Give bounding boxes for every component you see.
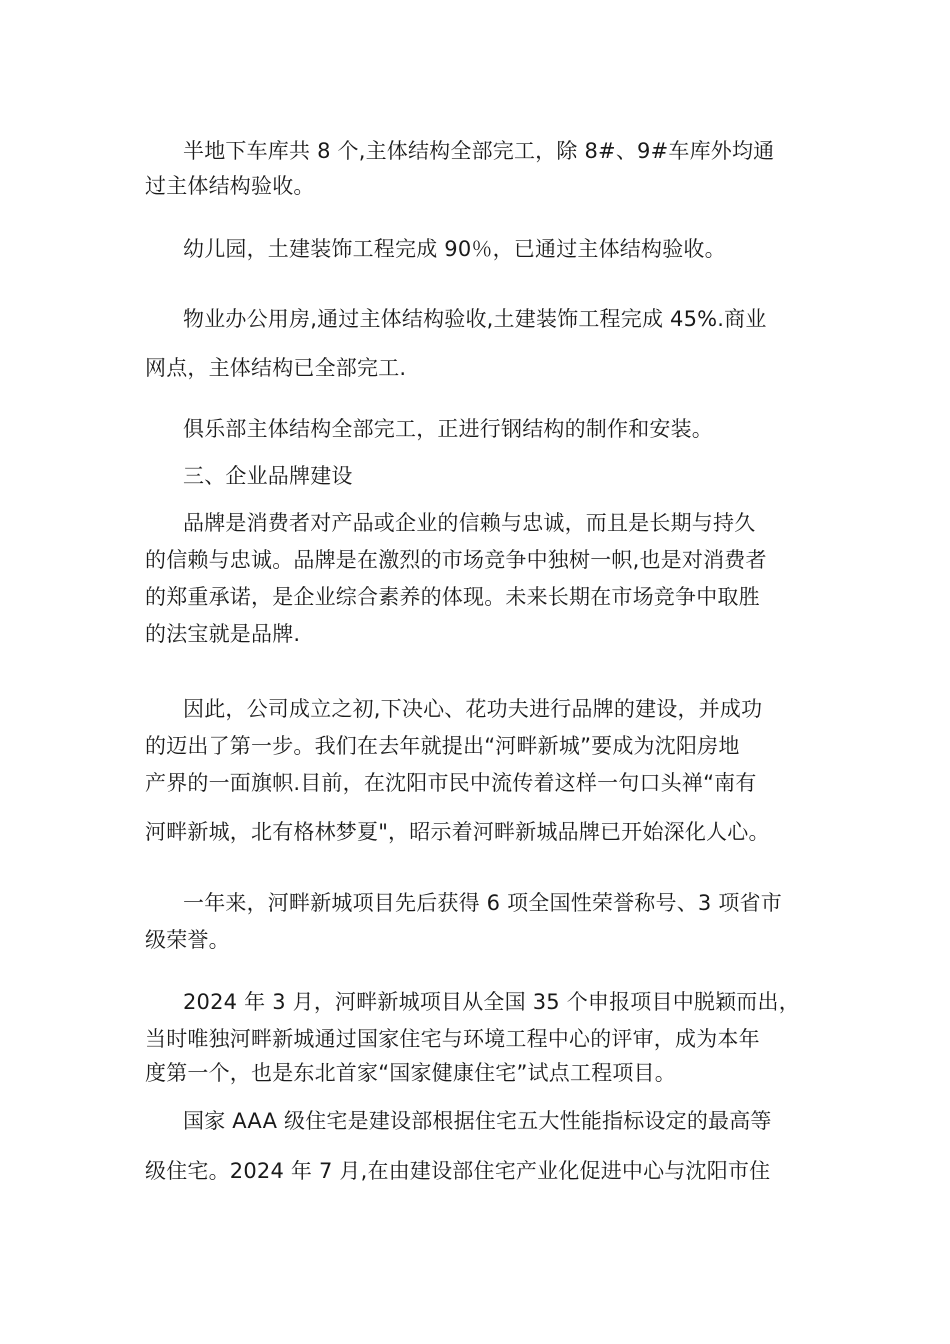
healthy-housing-line-2: 当时唯独河畔新城通过国家住宅与环境工程中心的评审，成为本年 — [145, 1027, 760, 1051]
section-heading: 三、企业品牌建设 — [183, 464, 353, 488]
healthy-housing-line-3: 度第一个，也是东北首家“国家健康住宅”试点工程项目。 — [145, 1061, 676, 1085]
brand-building-line-1: 因此，公司成立之初,下决心、花功夫进行品牌的建设，并成功 — [183, 697, 763, 721]
property-office-line-2: 网点，主体结构已全部完工. — [145, 356, 407, 380]
club-line-1: 俱乐部主体结构全部完工，正进行钢结构的制作和安装。 — [183, 417, 713, 441]
brand-definition-line-2: 的信赖与忠诚。品牌是在激烈的市场竞争中独树一帜,也是对消费者 — [145, 548, 767, 572]
aaa-housing-line-1: 国家 AAA 级住宅是建设部根据住宅五大性能指标设定的最高等 — [183, 1109, 772, 1133]
brand-building-line-4: 河畔新城，北有格林梦夏"，昭示着河畔新城品牌已开始深化人心。 — [145, 820, 770, 844]
brand-definition-line-1: 品牌是消费者对产品或企业的信赖与忠诚，而且是长期与持久 — [183, 511, 756, 535]
brand-definition-line-3: 的郑重承诺，是企业综合素养的体现。未来长期在市场竞争中取胜 — [145, 585, 760, 609]
honors-line-1: 一年来，河畔新城项目先后获得 6 项全国性荣誉称号、3 项省市 — [183, 891, 782, 915]
honors-line-2: 级荣誉。 — [145, 928, 230, 952]
brand-building-line-3: 产界的一面旗帜.目前，在沈阳市民中流传着这样一句口头禅“南有 — [145, 771, 757, 795]
healthy-housing-line-1: 2024 年 3 月，河畔新城项目从全国 35 个申报项目中脱颖而出， — [183, 990, 800, 1014]
garage-line-1: 半地下车库共 8 个,主体结构全部完工，除 8#、9#车库外均通 — [183, 139, 775, 163]
brand-building-line-2: 的迈出了第一步。我们在去年就提出“河畔新城”要成为沈阳房地 — [145, 734, 740, 758]
property-office-line-1: 物业办公用房,通过主体结构验收,土建装饰工程完成 45%.商业 — [183, 307, 767, 331]
kindergarten-line-1: 幼儿园，土建装饰工程完成 90％，已通过主体结构验收。 — [183, 237, 726, 261]
aaa-housing-line-2: 级住宅。2024 年 7 月,在由建设部住宅产业化促进中心与沈阳市住 — [145, 1159, 771, 1183]
garage-line-2: 过主体结构验收。 — [145, 174, 315, 198]
brand-definition-line-4: 的法宝就是品牌. — [145, 622, 301, 646]
